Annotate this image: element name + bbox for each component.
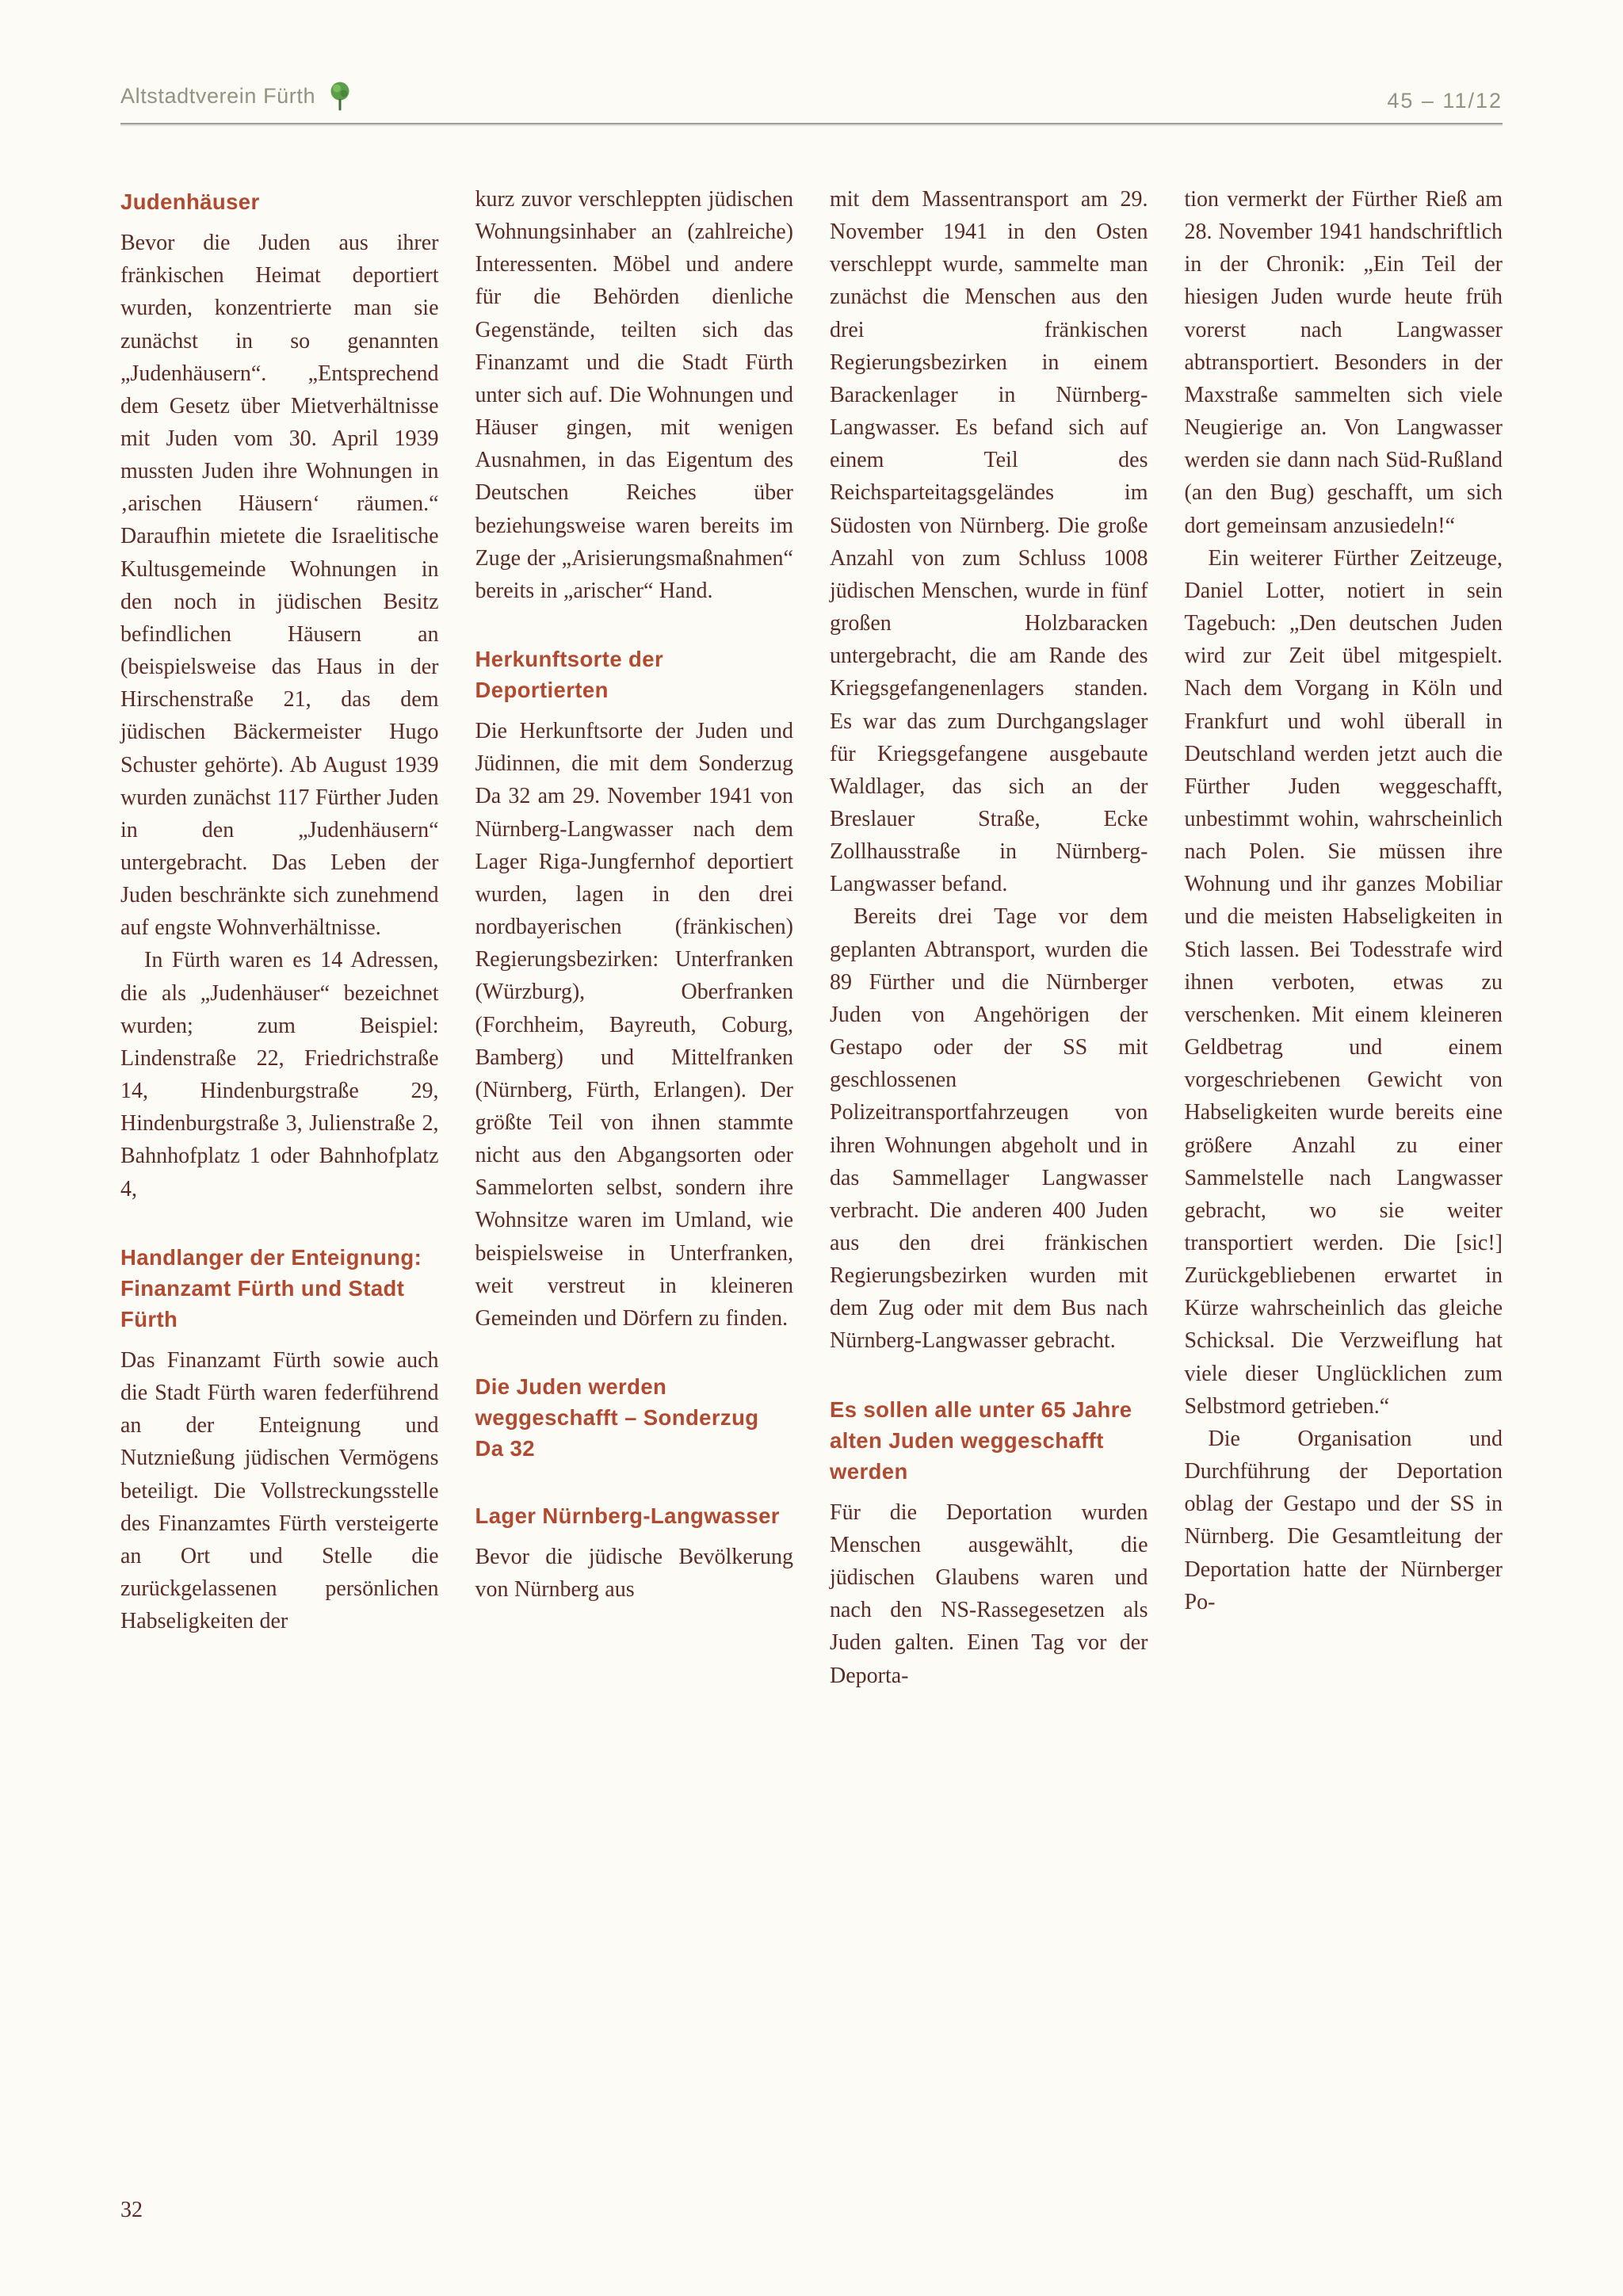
section-heading-handlanger-enteignung: Handlanger der Enteignung: Finanzamt Fürth und Stadt Fürth [120,1244,422,1331]
paragraph: Die Organisation und Durchführung der Deportation oblag der Gestapo und der SS in Nürnberg. Die Gesamtleitung der Deportation hatte der Nürnberger Po- [1184,1426,1503,1614]
text-column-2 [475,183,794,1692]
text-column-4 [1185,183,1503,1692]
text-column-1 [120,183,439,1692]
paragraph: Das Finanzamt Fürth sowie auch die Stadt Fürth waren federführend an der Enteignung und Nutznießung jüdischen Vermögens beteiligt. Die Vollstreckungsstelle des Finanzamtes Fürth versteigerte an Ort und Stelle die zurückgelassenen persönlichen Habseligkeiten der [120,1347,439,1634]
paragraph: In Fürth waren es 14 Adressen, die als „Judenhäuser“ bezeichnet wurden; zum Beispiel: Lindenstraße 22, Friedrichstraße 14, Hindenburgstraße 29, Hindenburgstraße 3, Julienstraße 2, Bahnhofplatz 1 oder Bahnhofplatz 4, [120,948,439,1201]
issue-number: 45 – 11/12 [1387,89,1503,113]
paragraph: Bevor die jüdische Bevölkerung von Nürnberg aus [475,1545,793,1603]
section-heading-unter-65: Es sollen alle unter 65 Jahre alten Juden weggeschafft werden [830,1396,1132,1484]
paragraph: mit dem Massentransport am 29. November 1941 in den Osten verschleppt wurde, sammelte man zunächst die Menschen aus den drei fränkischen Regierungsbezirken in einem Barackenlager in Nürnberg-Langwasser. Es befand sich auf einem Teil des Reichsparteitagsgeländes im Südosten von Nürnberg. Die große Anzahl von zum Schluss 1008 jüdischen Menschen, wurde in fünf großen Holzbaracken untergebracht, die am Rande des Kriegsgefangenenlagers standen. Es war das zum Durchgangslager für Kriegsgefangene ausgebaute Waldlager, das sich an der Breslauer Straße, Ecke Zollhausstraße in Nürnberg-Langwasser befand. [830,187,1148,897]
tree-logo-icon [328,81,352,115]
paragraph: Für die Deportation wurden Menschen ausgewählt, die jüdischen Glaubens waren und nach den NS-Rassegesetzen als Juden galten. Einen Tag vor der Deporta- [830,1499,1148,1688]
section-heading-sonderzug-da32: Die Juden werden weggeschafft – Sonderzug Da 32 [475,1374,759,1461]
section-heading-herkunftsorte: Herkunftsorte der Deportierten [475,647,664,703]
masthead-left [120,79,352,113]
paragraph: Bereits drei Tage vor dem geplanten Abtransport, wurden die 89 Fürther und die Nürnberger Juden von Angehörigen der Gestapo oder der SS mit geschlossenen Polizeitransportfahrzeugen von ihren Wohnungen abgeholt und in das Sammellager Langwasser verbracht. Die anderen 400 Juden aus den drei fränkischen Regierungsbezirken wurden mit dem Zug oder mit dem Bus nach Nürnberg-Langwasser gebracht. [830,904,1148,1354]
page-number: 32 [120,2198,143,2222]
paragraph: Ein weiterer Fürther Zeitzeuge, Daniel Lotter, notiert in sein Tagebuch: „Den deutschen Juden wird zur Zeit übel mitgespielt. Nach dem Vorgang in Köln und Frankfurt und wohl überall in Deutschland werden jetzt auch die Fürther Juden weggeschafft, unbestimmt wohin, wahrscheinlich nach Polen. Sie müssen ihre Wohnung und ihr ganzes Mobiliar und die meisten Habseligkeiten in Stich lassen. Bei Todesstrafe wird ihnen verboten, etwas zu verschenken. Mit einem kleineren Geldbetrag und einem vorgeschriebenen Gewicht von Habseligkeiten wurde bereits eine größere Anzahl zu einer Sammelstelle nach Langwasser gebracht, wo sie weiter transportiert werden. Die [sic!] Zurückgebliebenen erwartet in Kürze wahrscheinlich das gleiche Schicksal. Die Verzweiflung hat viele dieser Unglücklichen zum Selbstmord getrieben.“ [1184,545,1503,1419]
text-column-3 [830,183,1148,1692]
paragraph: kurz zuvor verschleppten jüdischen Wohnungsinhaber an (zahlreiche) Interessenten. Möbel und andere für die Behörden dienliche Gegenstände, teilten sich das Finanzamt und die Stadt Fürth unter sich auf. Die Wohnungen und Häuser gingen, mit wenigen Ausnahmen, in das Eigentum des Deutschen Reiches über beziehungsweise waren bereits im Zuge der „Arisierungsmaßnahmen“ bereits in „arischer“ Hand. [475,187,793,603]
publication-name: Altstadtverein Fürth [120,84,316,108]
paragraph: Die Herkunftsorte der Juden und Jüdinnen, die mit dem Sonderzug Da 32 am 29. November 1941 von Nürnberg-Langwasser nach dem Lager Riga-Jungfernhof deportiert wurden, lagen in den drei nordbayerischen (fränkischen) Regierungsbezirken: Unterfranken (Würzburg), Oberfranken (Forchheim, Bayreuth, Coburg, Bamberg) und Mittelfranken (Nürnberg, Fürth, Erlangen). Der größte Teil von ihnen stammte nicht aus den Abgangsorten oder Sammelorten selbst, sondern ihre Wohnsitze waren im Umland, wie beispielsweise in Unterfranken, weit verstreut in kleineren Gemeinden und Dörfern zu finden. [475,719,793,1331]
section-heading-judenhaeuser: Judenhäuser [120,189,260,214]
section-heading-lager-langwasser: Lager Nürnberg-Langwasser [475,1503,780,1529]
paragraph: tion vermerkt der Fürther Rieß am 28. November 1941 handschriftlich in der Chronik: „Ein Teil der hiesigen Juden wurde heute früh vorerst nach Langwasser abtransportiert. Besonders in der Maxstraße sammelten sich viele Neugierige an. Von Langwasser werden sie dann nach Süd-Rußland (an den Bug) geschafft, um sich dort gemeinsam anzusiedeln!“ [1184,187,1503,538]
article-body [120,183,1503,1692]
page-header [120,79,1503,124]
paragraph: Bevor die Juden aus ihrer fränkischen Heimat deportiert wurden, konzentrierte man sie zunächst in so genannten „Judenhäusern“. „Entsprechend dem Gesetz über Mietverhältnisse mit Juden vom 30. April 1939 mussten Juden ihre Wohnungen in ‚arischen Häusern‘ räumen.“ Daraufhin mietete die Israelitische Kultusgemeinde Wohnungen in den noch in jüdischen Besitz befindlichen Häusern an (beispielsweise das Haus in der Hirschenstraße 21, das dem jüdischen Bäckermeister Hugo Schuster gehörte). Ab August 1939 wurden zunächst 117 Fürther Juden in den „Judenhäusern“ untergebracht. Das Leben der Juden beschränkte sich zunehmend auf engste Wohnverhältnisse. [120,231,439,941]
